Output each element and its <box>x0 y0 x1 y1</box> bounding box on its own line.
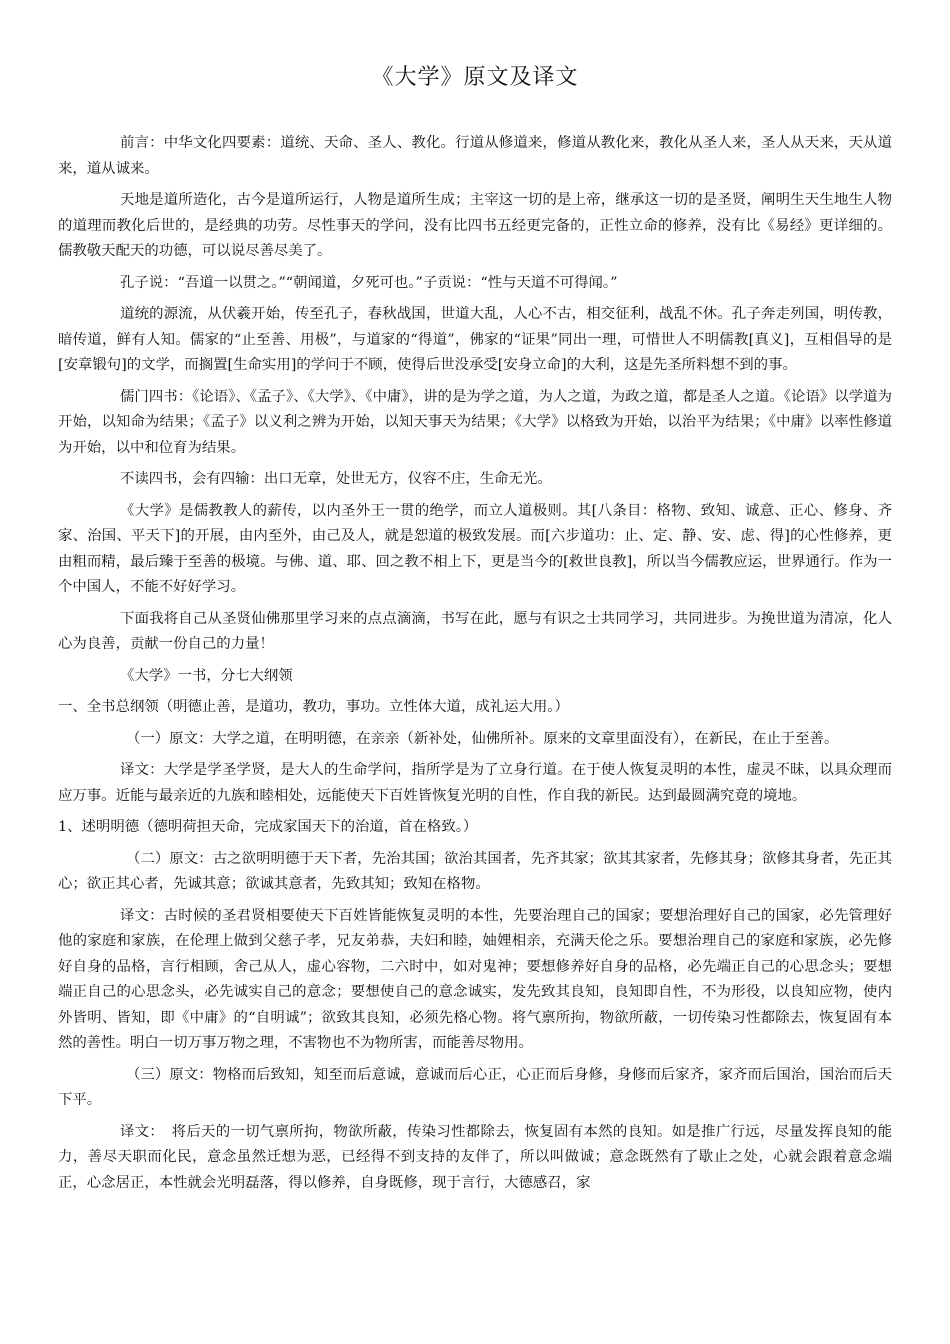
document-page <box>58 60 892 1202</box>
paragraph: 不读四书，会有四输：出口无章，处世无方，仪容不庄，生命无光。 <box>120 471 552 487</box>
paragraph: 下面我将自己从圣贤仙佛那里学习来的点点滴滴，书写在此，愿与有识之士共同学习，共同进步。为挽世道为清凉，化人心为良善，贡献一份自己的力量！ <box>58 610 892 652</box>
paragraph: 译文： 将后天的一切气禀所拘，物欲所蔽，传染习性都除去，恢复固有本然的良知。如是推广行远，尽量发挥良知的能力，善尽天职而化民，意念虽然迁想为恶，已经得不到支持的友伴了，所以叫做诚；意念既然有了歇止之处，心就会跟着意念端正，心念居正，本性就会光明磊落，得以修养，自身既修，现于言行，大德感召，家 <box>58 1123 892 1191</box>
paragraph: （三）原文：物格而后致知，知至而后意诚，意诚而后心正，心正而后身修，身修而后家齐，家齐而后国治，国治而后天下平。 <box>58 1066 892 1108</box>
paragraph: 孔子说：“吾道一以贯之。”“朝闻道，夕死可也。”子贡说：“性与天道不可得闻。” <box>120 274 618 291</box>
paragraph: 道统的源流，从伏羲开始，传至孔子，春秋战国，世道大乱，人心不古，相交征利，战乱不休。孔子奔走列国，明传教，暗传道，鲜有人知。儒家的“止至善、用极”，与道家的“得道”，佛家的“证果”同出一理，可惜世人不明儒教[真义]，互相倡导的是[安章锻句]的文学，而搁置[生命实用]的学问于不顾，使得后世没承受[安身立命]的大利，这是先圣所料想不到的事。 <box>58 306 892 373</box>
paragraph: （一）原文：大学之道，在明明德，在亲亲（新补处，仙佛所补。原来的文章里面没有），在新民，在止于至善。 <box>126 730 839 747</box>
paragraph: （二）原文：古之欲明明德于天下者，先治其国；欲治其国者，先齐其家；欲其其家者，先修其身；欲修其身者，先正其心；欲正其心者，先诚其意；欲诚其意者，先致其知；致知在格物。 <box>58 850 892 892</box>
document-title: 《大学》原文及译文 <box>371 65 579 90</box>
paragraph: 儒门四书：《论语》、《孟子》、《大学》、《中庸》，讲的是为学之道，为人之道，为政之道，都是圣人之道。《论语》以学道为开始，以知命为结果；《孟子》以义利之辨为开始，以知天事天为结果；《大学》以格致为开始，以治平为结果；《中庸》以率性修道为开始，以中和位育为结果。 <box>58 388 892 456</box>
paragraph: 译文：大学是学圣学贤，是大人的生命学问，指所学是为了立身行道。在于使人恢复灵明的本性，虚灵不昧，以具众理而应万事。近能与最亲近的九族和睦相处，远能使天下百姓皆恢复光明的自性，作自我的新民。达到最圆满究竟的境地。 <box>58 762 892 804</box>
paragraph: 译文：古时候的圣君贤相要使天下百姓皆能恢复灵明的本性，先要治理自己的国家；要想治理好自己的国家，必先管理好他的家庭和家族，在伦理上做到父慈子孝，兄友弟恭，夫妇和睦，妯娌相亲，充满天伦之乐。要想治理自己的家庭和家族，必先修好自身的品格，言行相顾，舍己从人，虚心容物，二六时中，如对鬼神；要想修养好自身的品格，必先端正自己的心思念头；要想端正自己的心思念头，必先诚实自己的意念；要想使自己的意念诚实，发先致其良知，良知即自性，不为形役，以良知应物，使内外皆明、皆知，即《中庸》的“自明诚”；欲致其良知，必须先格心物。将气禀所拘，物欲所蔽，一切传染习性都除去，恢复固有本然的善性。明白一切万事万物之理，不害物也不为物所害，而能善尽物用。 <box>58 907 892 1051</box>
paragraph: 一、全书总纲领（明德止善，是道功，教功，事功。立性体大道，成礼运大用。） <box>58 699 569 715</box>
paragraph: 《大学》一书，分七大纲领 <box>120 667 293 684</box>
document-body <box>58 131 892 1196</box>
paragraph: 天地是道所造化，古今是道所运行，人物是道所生成；主宰这一切的是上帝，继承这一切的是圣贤，阐明生天生地生人物的道理而教化后世的，是经典的功劳。尽性事天的学问，没有比四书五经更完备的，正性立命的修养，没有比《易经》更详细的。儒教敬天配天的功德，可以说尽善尽美了。 <box>58 192 892 259</box>
paragraph: 《大学》是儒教教人的薪传，以内圣外王一贯的绝学，而立人道极则。其[八条目：格物、致知、诚意、正心、修身、齐家、治国、平天下]的开展，由内至外，由己及人，就是恕道的极致发展。而[六步道功：止、定、静、安、虑、得]的心性修养，更由粗而精，最后臻于至善的极境。与佛、道、耶、回之教不相上下，更是当今的[救世良教]，所以当今儒教应运，世界通行。作为一个中国人，不能不好好学习。 <box>58 502 892 595</box>
paragraph: 1、述明明德（德明荷担天命，完成家国天下的治道，首在格致。） <box>58 819 478 835</box>
paragraph: 前言：中华文化四要素：道统、天命、圣人、教化。行道从修道来，修道从教化来，教化从圣人来，圣人从天来，天从道来，道从诚来。 <box>58 135 892 177</box>
